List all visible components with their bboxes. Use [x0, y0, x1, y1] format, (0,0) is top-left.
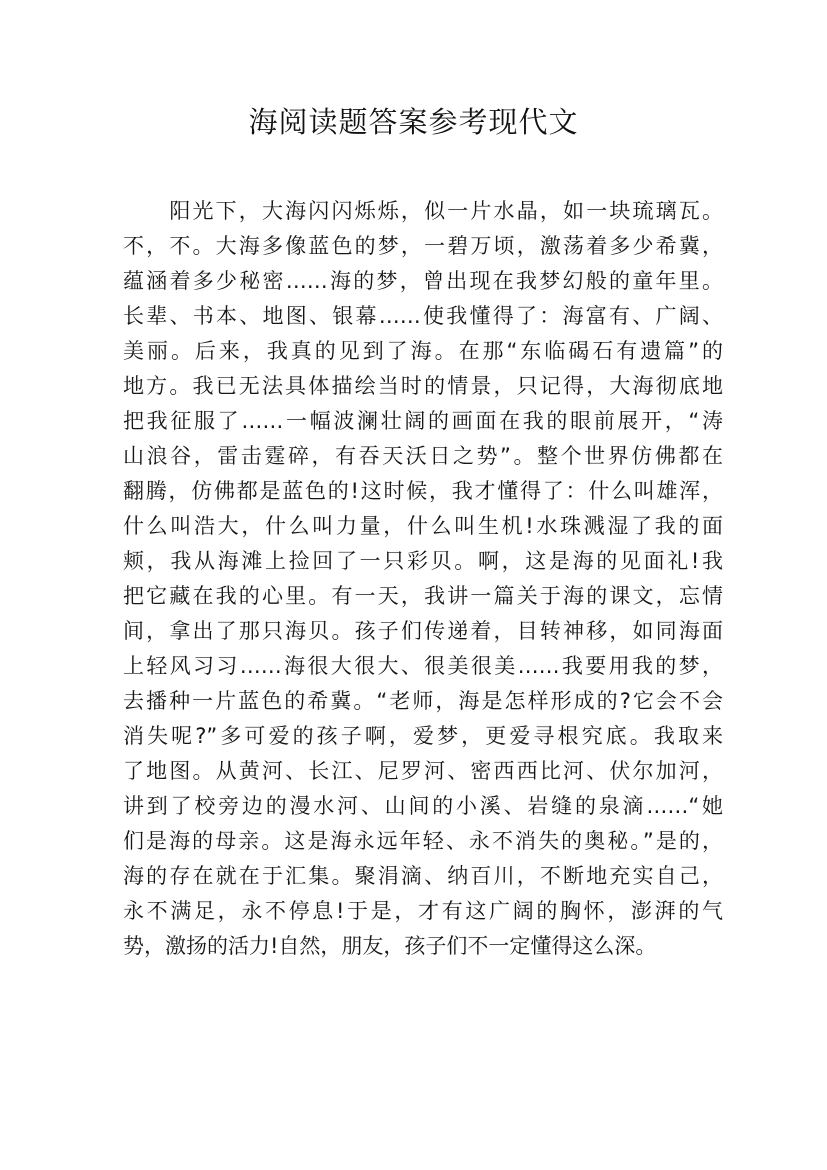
text-line: 永不满足，永不停息!于是，才有这广阔的胸怀，澎湃的气 — [123, 899, 723, 923]
text-line: 山浪谷，雷击霆碎，有吞天沃日之势”。整个世界仿佛都在 — [123, 444, 723, 468]
text-line: 势，激扬的活力!自然，朋友，孩子们不一定懂得这么深。 — [123, 934, 657, 958]
text-line: 把它藏在我的心里。有一天，我讲一篇关于海的课文，忘情 — [123, 584, 723, 608]
text-line: 什么叫浩大，什么叫力量，什么叫生机!水珠溅湿了我的面 — [123, 514, 723, 538]
text-line: 消失呢?”多可爱的孩子啊，爱梦，更爱寻根究底。我取来 — [123, 724, 723, 748]
text-line: 讲到了校旁边的漫水河、山间的小溪、岩缝的泉滴……“她 — [123, 794, 723, 818]
text-line: 蕴涵着多少秘密……海的梦，曾出现在我梦幻般的童年里。 — [123, 269, 723, 293]
text-line: 长辈、书本、地图、银幕……使我懂得了：海富有、广阔、 — [123, 304, 723, 328]
text-line: 间，拿出了那只海贝。孩子们传递着，目转神移，如同海面 — [123, 619, 723, 643]
text-line: 去播种一片蓝色的希冀。“老师，海是怎样形成的?它会不会 — [123, 689, 723, 713]
article-body — [123, 194, 723, 964]
text-line: 们是海的母亲。这是海永远年轻、永不消失的奥秘。”是的， — [123, 829, 723, 853]
text-line: 阳光下，大海闪闪烁烁，似一片水晶，如一块琉璃瓦。 — [123, 199, 723, 223]
text-line: 颊，我从海滩上捡回了一只彩贝。啊，这是海的见面礼!我 — [123, 549, 723, 573]
text-line: 上轻风习习……海很大很大、很美很美……我要用我的梦， — [123, 654, 723, 678]
document-title: 海阅读题答案参考现代文 — [248, 105, 579, 139]
text-line: 美丽。后来，我真的见到了海。在那“东临碣石有遗篇”的 — [123, 339, 723, 363]
text-line: 把我征服了……一幅波澜壮阔的画面在我的眼前展开，“涛 — [123, 409, 723, 433]
text-line: 了地图。从黄河、长江、尼罗河、密西西比河、伏尔加河， — [123, 759, 723, 783]
text-line: 翻腾，仿佛都是蓝色的!这时候，我才懂得了：什么叫雄浑， — [123, 479, 723, 503]
text-line: 海的存在就在于汇集。聚涓滴、纳百川，不断地充实自己， — [123, 864, 723, 888]
text-line: 不，不。大海多像蓝色的梦，一碧万顷，激荡着多少希冀， — [123, 234, 723, 258]
text-line: 地方。我已无法具体描绘当时的情景，只记得，大海彻底地 — [123, 374, 723, 398]
